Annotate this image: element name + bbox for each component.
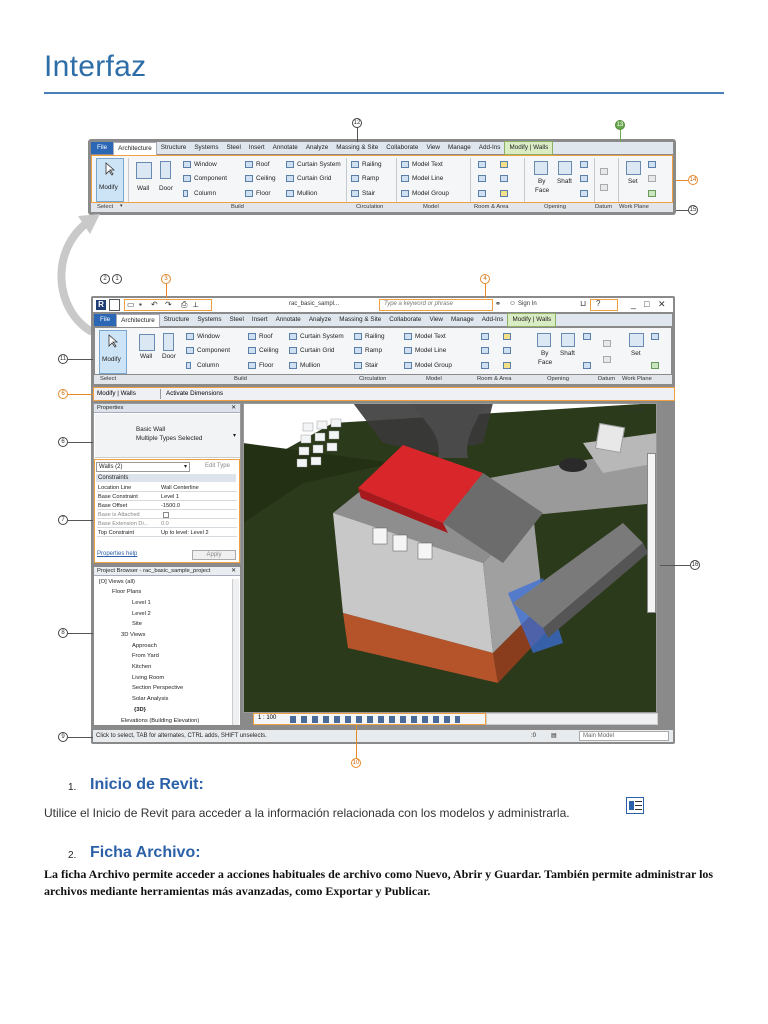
callout-2: 2 xyxy=(100,274,110,284)
door-icon[interactable] xyxy=(160,161,171,179)
app-railing-icon xyxy=(354,333,362,340)
area-tag-icon[interactable] xyxy=(500,175,508,182)
tab-addins[interactable]: Add-Ins xyxy=(478,144,501,151)
roof-label[interactable]: Roof xyxy=(256,161,270,168)
tree-item[interactable]: Kitchen xyxy=(132,664,152,670)
callout-5: 6 xyxy=(58,389,68,399)
user-icon[interactable]: ☺ xyxy=(509,300,517,307)
tree-item[interactable]: Level 1 xyxy=(132,600,151,606)
app-wall-label: Wall xyxy=(140,353,153,360)
floor-icon xyxy=(245,190,253,197)
app-tab-modify-walls[interactable]: Modify | Walls xyxy=(507,313,556,327)
help-button[interactable] xyxy=(590,299,618,311)
app-ramp-icon xyxy=(354,347,362,354)
section-2-number: 2. xyxy=(68,850,77,861)
app-stair-label[interactable]: Stair xyxy=(365,362,379,369)
component-label[interactable]: Component xyxy=(194,175,228,182)
print-icon[interactable]: ⎙ xyxy=(181,300,188,309)
select-dropdown-arrow[interactable]: ▾ xyxy=(120,203,123,209)
app-component-label[interactable]: Component xyxy=(197,347,231,354)
model-group-label[interactable]: Model Group xyxy=(412,190,449,197)
ribbon-tabs xyxy=(91,142,673,154)
revit-logo-icon[interactable]: R xyxy=(96,300,106,310)
save-icon[interactable]: ▪ xyxy=(139,300,142,309)
project-browser xyxy=(93,566,241,726)
app-wall-icon[interactable] xyxy=(139,334,155,351)
door-label: Door xyxy=(159,185,173,192)
app-set-icon[interactable] xyxy=(629,333,644,347)
app-by-face-label-2: Face xyxy=(538,359,553,366)
file-name: rac_basic_sampl... xyxy=(289,301,340,307)
home-button[interactable] xyxy=(109,299,120,311)
window-label[interactable]: Window xyxy=(194,161,217,168)
column-label[interactable]: Column xyxy=(194,190,217,197)
model-line-label[interactable]: Model Line xyxy=(412,175,444,182)
room-icon[interactable] xyxy=(478,161,486,168)
callout-6: 6 xyxy=(58,437,68,447)
panel-work-plane: Work Plane xyxy=(619,204,649,210)
section-2-body: La ficha Archivo permite acceder a acciones habituales de archivo como Nuevo, Abrir y Guardar. También permite administrar los archivos mediante herramientas más avanzadas, como Exportar y Publicar. xyxy=(44,867,714,898)
app-window-label[interactable]: Window xyxy=(197,333,220,340)
tree-item[interactable]: Section Perspective xyxy=(132,685,184,691)
page-title: Interfaz xyxy=(44,50,147,83)
app-roof-icon xyxy=(248,333,256,340)
app-column-icon xyxy=(186,362,191,369)
railing-icon xyxy=(351,161,359,168)
help-icon[interactable]: ? xyxy=(596,299,601,308)
set-label: Set xyxy=(628,178,638,185)
curtain-system-icon xyxy=(286,161,294,168)
panel-circulation: Circulation xyxy=(356,204,384,210)
mullion-label[interactable]: Mullion xyxy=(297,190,318,197)
app-panel-model: Model xyxy=(426,376,442,382)
mullion-icon xyxy=(286,190,294,197)
app-ribbon xyxy=(91,311,675,387)
properties-title: Properties xyxy=(97,405,124,411)
curtain-system-label[interactable]: Curtain System xyxy=(297,161,341,168)
app-floor-icon xyxy=(248,362,256,369)
app-mullion-label[interactable]: Mullion xyxy=(300,362,321,369)
cursor-icon xyxy=(105,162,115,176)
panel-build: Build xyxy=(231,204,244,210)
by-face-label-2: Face xyxy=(535,187,550,194)
viewer-icon[interactable] xyxy=(648,190,656,197)
app-ceiling-label[interactable]: Ceiling xyxy=(259,347,279,354)
set-icon[interactable] xyxy=(626,161,641,175)
edit-type-button[interactable]: Edit Type xyxy=(205,463,230,469)
app-curtain-system-icon xyxy=(289,333,297,340)
tree-item-active[interactable]: {3D} xyxy=(134,707,146,713)
app-grid-icon[interactable] xyxy=(603,356,611,363)
ribbon-detail xyxy=(88,139,676,215)
revit-home-icon xyxy=(626,797,644,814)
app-room-tag-icon[interactable] xyxy=(481,347,489,354)
tab-modify-walls[interactable]: Modify | Walls xyxy=(504,141,553,155)
panel-opening: Opening xyxy=(544,204,566,210)
app-shaft-label: Shaft xyxy=(560,350,575,357)
app-modify-label: Modify xyxy=(102,356,121,363)
undo-icon[interactable]: ↶ xyxy=(151,300,158,309)
tab-architecture[interactable]: Architecture xyxy=(113,142,157,155)
grid-icon[interactable] xyxy=(600,184,608,191)
component-icon xyxy=(183,175,191,182)
app-railing-label[interactable]: Railing xyxy=(365,333,385,340)
app-model-line-label[interactable]: Model Line xyxy=(415,347,447,354)
app-ceiling-icon xyxy=(248,347,256,354)
app-wall-opening-icon[interactable] xyxy=(583,333,591,340)
app-ribbon-panel-labels xyxy=(94,375,672,384)
view-minimize-icon[interactable]: ▭▭ ✕ xyxy=(623,406,645,413)
app-floor-label[interactable]: Floor xyxy=(259,362,274,369)
tree-item[interactable]: Site xyxy=(132,621,142,627)
by-face-icon[interactable] xyxy=(534,161,548,175)
type-name: Basic Wall xyxy=(136,426,166,433)
app-column-label[interactable]: Column xyxy=(197,362,220,369)
measure-icon[interactable]: ⟂ xyxy=(193,300,199,309)
type-sub: Multiple Types Selected xyxy=(136,435,203,442)
app-room-sep-icon[interactable] xyxy=(481,362,489,369)
app-tab-architecture[interactable]: Architecture xyxy=(116,314,160,327)
properties-help-link[interactable]: Properties help xyxy=(97,551,138,557)
tab-view[interactable]: View xyxy=(426,144,440,151)
column-icon xyxy=(183,190,188,197)
view-controls-icons[interactable] xyxy=(290,716,460,723)
by-face-label: By xyxy=(538,178,546,185)
app-tab-steel[interactable]: Steel xyxy=(229,316,244,323)
app-panel-build: Build xyxy=(234,376,247,382)
prop-row[interactable]: Location Line Wall Centerline xyxy=(97,484,237,492)
app-tab-view[interactable]: View xyxy=(429,316,443,323)
app-area-icon[interactable] xyxy=(503,333,511,340)
app-cursor-icon xyxy=(108,334,118,348)
app-panel-opening: Opening xyxy=(547,376,569,382)
attached-checkbox[interactable] xyxy=(163,512,169,518)
floor-label[interactable]: Floor xyxy=(256,190,271,197)
tree-item[interactable]: Elevations (Building Elevation) xyxy=(121,718,200,724)
cart-icon[interactable]: ⊔ xyxy=(580,299,587,308)
minimize-icon[interactable]: _ xyxy=(631,299,637,309)
app-area-tag-icon[interactable] xyxy=(503,347,511,354)
ceiling-icon xyxy=(245,175,253,182)
app-roof-label[interactable]: Roof xyxy=(259,333,273,340)
app-ramp-label[interactable]: Ramp xyxy=(365,347,383,354)
scale-label[interactable]: 1 : 100 xyxy=(258,715,277,721)
activate-dimensions-button[interactable]: Activate Dimensions xyxy=(166,390,224,397)
app-tab-insert[interactable]: Insert xyxy=(251,316,268,323)
app-show-icon[interactable] xyxy=(651,333,659,340)
app-curtain-grid-icon xyxy=(289,347,297,354)
app-shaft-icon[interactable] xyxy=(561,333,575,347)
binoculars-icon[interactable]: ⚭ xyxy=(495,301,501,308)
level-icon[interactable] xyxy=(600,168,608,175)
app-tab-addins[interactable]: Add-Ins xyxy=(481,316,504,323)
properties-palette xyxy=(93,403,241,563)
wall-opening-icon[interactable] xyxy=(580,161,588,168)
options-bar xyxy=(93,387,675,401)
app-stair-icon xyxy=(354,362,362,369)
railing-label[interactable]: Railing xyxy=(362,161,382,168)
browser-title: Project Browser - rac_basic_sample_project xyxy=(97,568,211,574)
prop-row[interactable]: Base Offset -1500.0 xyxy=(97,502,237,510)
app-set-label: Set xyxy=(631,350,641,357)
app-tab-file[interactable]: File xyxy=(94,314,116,326)
app-viewer-icon[interactable] xyxy=(651,362,659,369)
model-group-icon xyxy=(401,190,409,197)
prop-row[interactable]: Base Constraint Level 1 xyxy=(97,493,237,501)
callout-16: 15 xyxy=(689,207,697,213)
tab-massing[interactable]: Massing & Site xyxy=(336,144,379,151)
app-area-bnd-icon[interactable] xyxy=(503,362,511,369)
ceiling-label[interactable]: Ceiling xyxy=(256,175,276,182)
options-context: Modify | Walls xyxy=(97,390,136,397)
app-panel-circulation: Circulation xyxy=(359,376,387,382)
wall-label: Wall xyxy=(137,185,150,192)
tab-collaborate[interactable]: Collaborate xyxy=(386,144,419,151)
roof-icon xyxy=(245,161,253,168)
app-window-icon xyxy=(186,333,194,340)
callout-12: 11 xyxy=(59,356,67,362)
tab-annotate[interactable]: Annotate xyxy=(272,144,298,151)
app-tab-manage[interactable]: Manage xyxy=(450,316,474,323)
open-icon[interactable]: ▭ xyxy=(127,300,135,309)
curtain-grid-icon xyxy=(286,175,294,182)
maximize-icon[interactable]: □ xyxy=(644,299,650,309)
callout-8: 8 xyxy=(58,628,68,638)
panel-model: Model xyxy=(423,204,439,210)
app-tab-systems[interactable]: Systems xyxy=(197,316,222,323)
callout-15: 14 xyxy=(689,177,697,183)
app-model-group-icon xyxy=(404,362,412,369)
app-dormer-icon[interactable] xyxy=(583,362,591,369)
window-icon xyxy=(183,161,191,168)
scene-frame xyxy=(243,403,657,713)
panel-select[interactable]: Select xyxy=(97,204,114,210)
tab-manage[interactable]: Manage xyxy=(447,144,471,151)
sign-in-link[interactable]: Sign In xyxy=(518,301,537,307)
model-dropdown[interactable] xyxy=(579,731,669,741)
app-model-text-icon xyxy=(404,333,412,340)
app-model-group-label[interactable]: Model Group xyxy=(415,362,452,369)
tree-item[interactable]: Living Room xyxy=(132,675,165,681)
shaft-icon[interactable] xyxy=(558,161,572,175)
ramp-label[interactable]: Ramp xyxy=(362,175,380,182)
callout-4: 4 xyxy=(480,274,490,284)
apply-label: Apply xyxy=(206,552,222,558)
status-text: Click to select, TAB for alternates, CTRL adds, SHIFT unselects. xyxy=(96,733,267,739)
tab-analyze[interactable]: Analyze xyxy=(305,144,329,151)
workset-icon[interactable]: ▤ xyxy=(551,733,557,739)
curtain-grid-label[interactable]: Curtain Grid xyxy=(297,175,332,182)
tab-insert[interactable]: Insert xyxy=(248,144,265,151)
section-1-body: Utilice el Inicio de Revit para acceder a la información relacionada con los modelos y administrarla. xyxy=(44,806,570,820)
app-panel-select[interactable]: Select xyxy=(100,376,117,382)
callout-14: 13 xyxy=(616,122,624,128)
app-tab-structure[interactable]: Structure xyxy=(163,316,190,323)
tree-item[interactable]: Approach xyxy=(132,643,157,649)
quick-access-toolbar xyxy=(93,298,673,312)
tab-file[interactable]: File xyxy=(91,142,113,154)
app-tab-annotate[interactable]: Annotate xyxy=(275,316,301,323)
callout-11: 16 xyxy=(691,562,699,568)
app-mullion-icon xyxy=(289,362,297,369)
app-level-icon[interactable] xyxy=(603,340,611,347)
model-text-label[interactable]: Model Text xyxy=(412,161,443,168)
search-box[interactable] xyxy=(379,299,493,311)
tab-systems[interactable]: Systems xyxy=(194,144,219,151)
app-curtain-grid-label[interactable]: Curtain Grid xyxy=(300,347,335,354)
view-control-bar xyxy=(253,713,486,725)
prop-row[interactable]: Top Constraint Up to level: Level 2 xyxy=(97,529,237,537)
app-panel-datum: Datum xyxy=(598,376,616,382)
callout-13: 12 xyxy=(353,120,361,126)
ref-plane-icon[interactable] xyxy=(648,175,656,182)
status-zero: :0 xyxy=(531,733,537,739)
app-tab-collaborate[interactable]: Collaborate xyxy=(389,316,422,323)
app-tab-massing[interactable]: Massing & Site xyxy=(339,316,382,323)
callout-9: 9 xyxy=(58,732,68,742)
ribbon-panel xyxy=(91,155,673,203)
properties-header xyxy=(94,404,240,413)
horizontal-scrollbar[interactable] xyxy=(486,713,658,725)
room-sep-icon[interactable] xyxy=(478,190,486,197)
section-1-number: 1. xyxy=(68,782,77,793)
dormer-icon[interactable] xyxy=(580,190,588,197)
app-model-text-label[interactable]: Model Text xyxy=(415,333,446,340)
app-ribbon-tabs xyxy=(94,314,672,326)
app-door-label: Door xyxy=(162,353,176,360)
ramp-icon xyxy=(351,175,359,182)
ribbon-panel-labels xyxy=(91,203,673,212)
stair-icon xyxy=(351,190,359,197)
panel-datum: Datum xyxy=(595,204,613,210)
search-input[interactable]: Type a keyword or phrase xyxy=(384,301,453,307)
tree-item[interactable]: Level 2 xyxy=(132,611,151,617)
prop-row[interactable]: Base Extension Di... 0.0 xyxy=(97,520,237,528)
filter-value: Walls (2) xyxy=(99,464,123,470)
modify-label: Modify xyxy=(99,184,118,191)
tree-item[interactable]: 3D Views xyxy=(121,632,146,638)
room-tag-icon[interactable] xyxy=(478,175,486,182)
section-1-heading: Inicio de Revit: xyxy=(90,776,204,793)
app-ribbon-panel xyxy=(94,327,672,375)
filter-arrow-icon[interactable]: ▾ xyxy=(183,464,187,470)
tree-item[interactable]: Floor Plans xyxy=(112,589,142,595)
tree-item[interactable]: [O] Views (all) xyxy=(99,579,135,585)
redo-icon[interactable]: ↷ xyxy=(165,300,172,309)
app-room-icon[interactable] xyxy=(481,333,489,340)
prop-row[interactable]: Base is Attached xyxy=(97,511,237,519)
area-bnd-icon[interactable] xyxy=(500,190,508,197)
type-selector-arrow-icon[interactable]: ▾ xyxy=(233,433,237,439)
app-component-icon xyxy=(186,347,194,354)
model-line-icon xyxy=(401,175,409,182)
callout-7: 7 xyxy=(58,515,68,525)
vertical-opening-icon[interactable] xyxy=(580,175,588,182)
model-value: Main Model xyxy=(583,733,615,739)
app-by-face-label: By xyxy=(541,350,549,357)
properties-close-icon[interactable]: ✕ xyxy=(231,405,236,411)
callout-10: 10 xyxy=(352,760,360,766)
shaft-label: Shaft xyxy=(557,178,572,185)
apply-button[interactable] xyxy=(192,550,236,560)
tree-item[interactable]: From Yard xyxy=(132,653,159,659)
show-icon[interactable] xyxy=(648,161,656,168)
section-2-heading: Ficha Archivo: xyxy=(90,844,201,861)
tab-steel[interactable]: Steel xyxy=(226,144,241,151)
title-rule xyxy=(44,92,724,94)
app-by-face-icon[interactable] xyxy=(537,333,551,347)
app-panel-work-plane: Work Plane xyxy=(622,376,652,382)
close-icon[interactable]: ✕ xyxy=(658,299,666,309)
callout-1: 1 xyxy=(112,274,122,284)
app-curtain-system-label[interactable]: Curtain System xyxy=(300,333,344,340)
status-bar xyxy=(93,730,673,742)
app-model-line-icon xyxy=(404,347,412,354)
filter-dropdown[interactable] xyxy=(96,462,190,472)
callout-3: 3 xyxy=(161,274,171,284)
panel-room-area[interactable]: Room & Area xyxy=(474,204,509,210)
tree-item[interactable]: Solar Analysis xyxy=(132,696,169,702)
browser-close-icon[interactable]: ✕ xyxy=(231,568,236,574)
tab-structure[interactable]: Structure xyxy=(160,144,187,151)
area-icon[interactable] xyxy=(500,161,508,168)
wall-icon[interactable] xyxy=(136,162,152,179)
constraints-group[interactable]: Constraints xyxy=(98,475,129,481)
stair-label[interactable]: Stair xyxy=(362,190,376,197)
model-text-icon xyxy=(401,161,409,168)
app-door-icon[interactable] xyxy=(163,333,174,351)
app-panel-room-area[interactable]: Room & Area xyxy=(477,376,512,382)
app-tab-analyze[interactable]: Analyze xyxy=(308,316,332,323)
